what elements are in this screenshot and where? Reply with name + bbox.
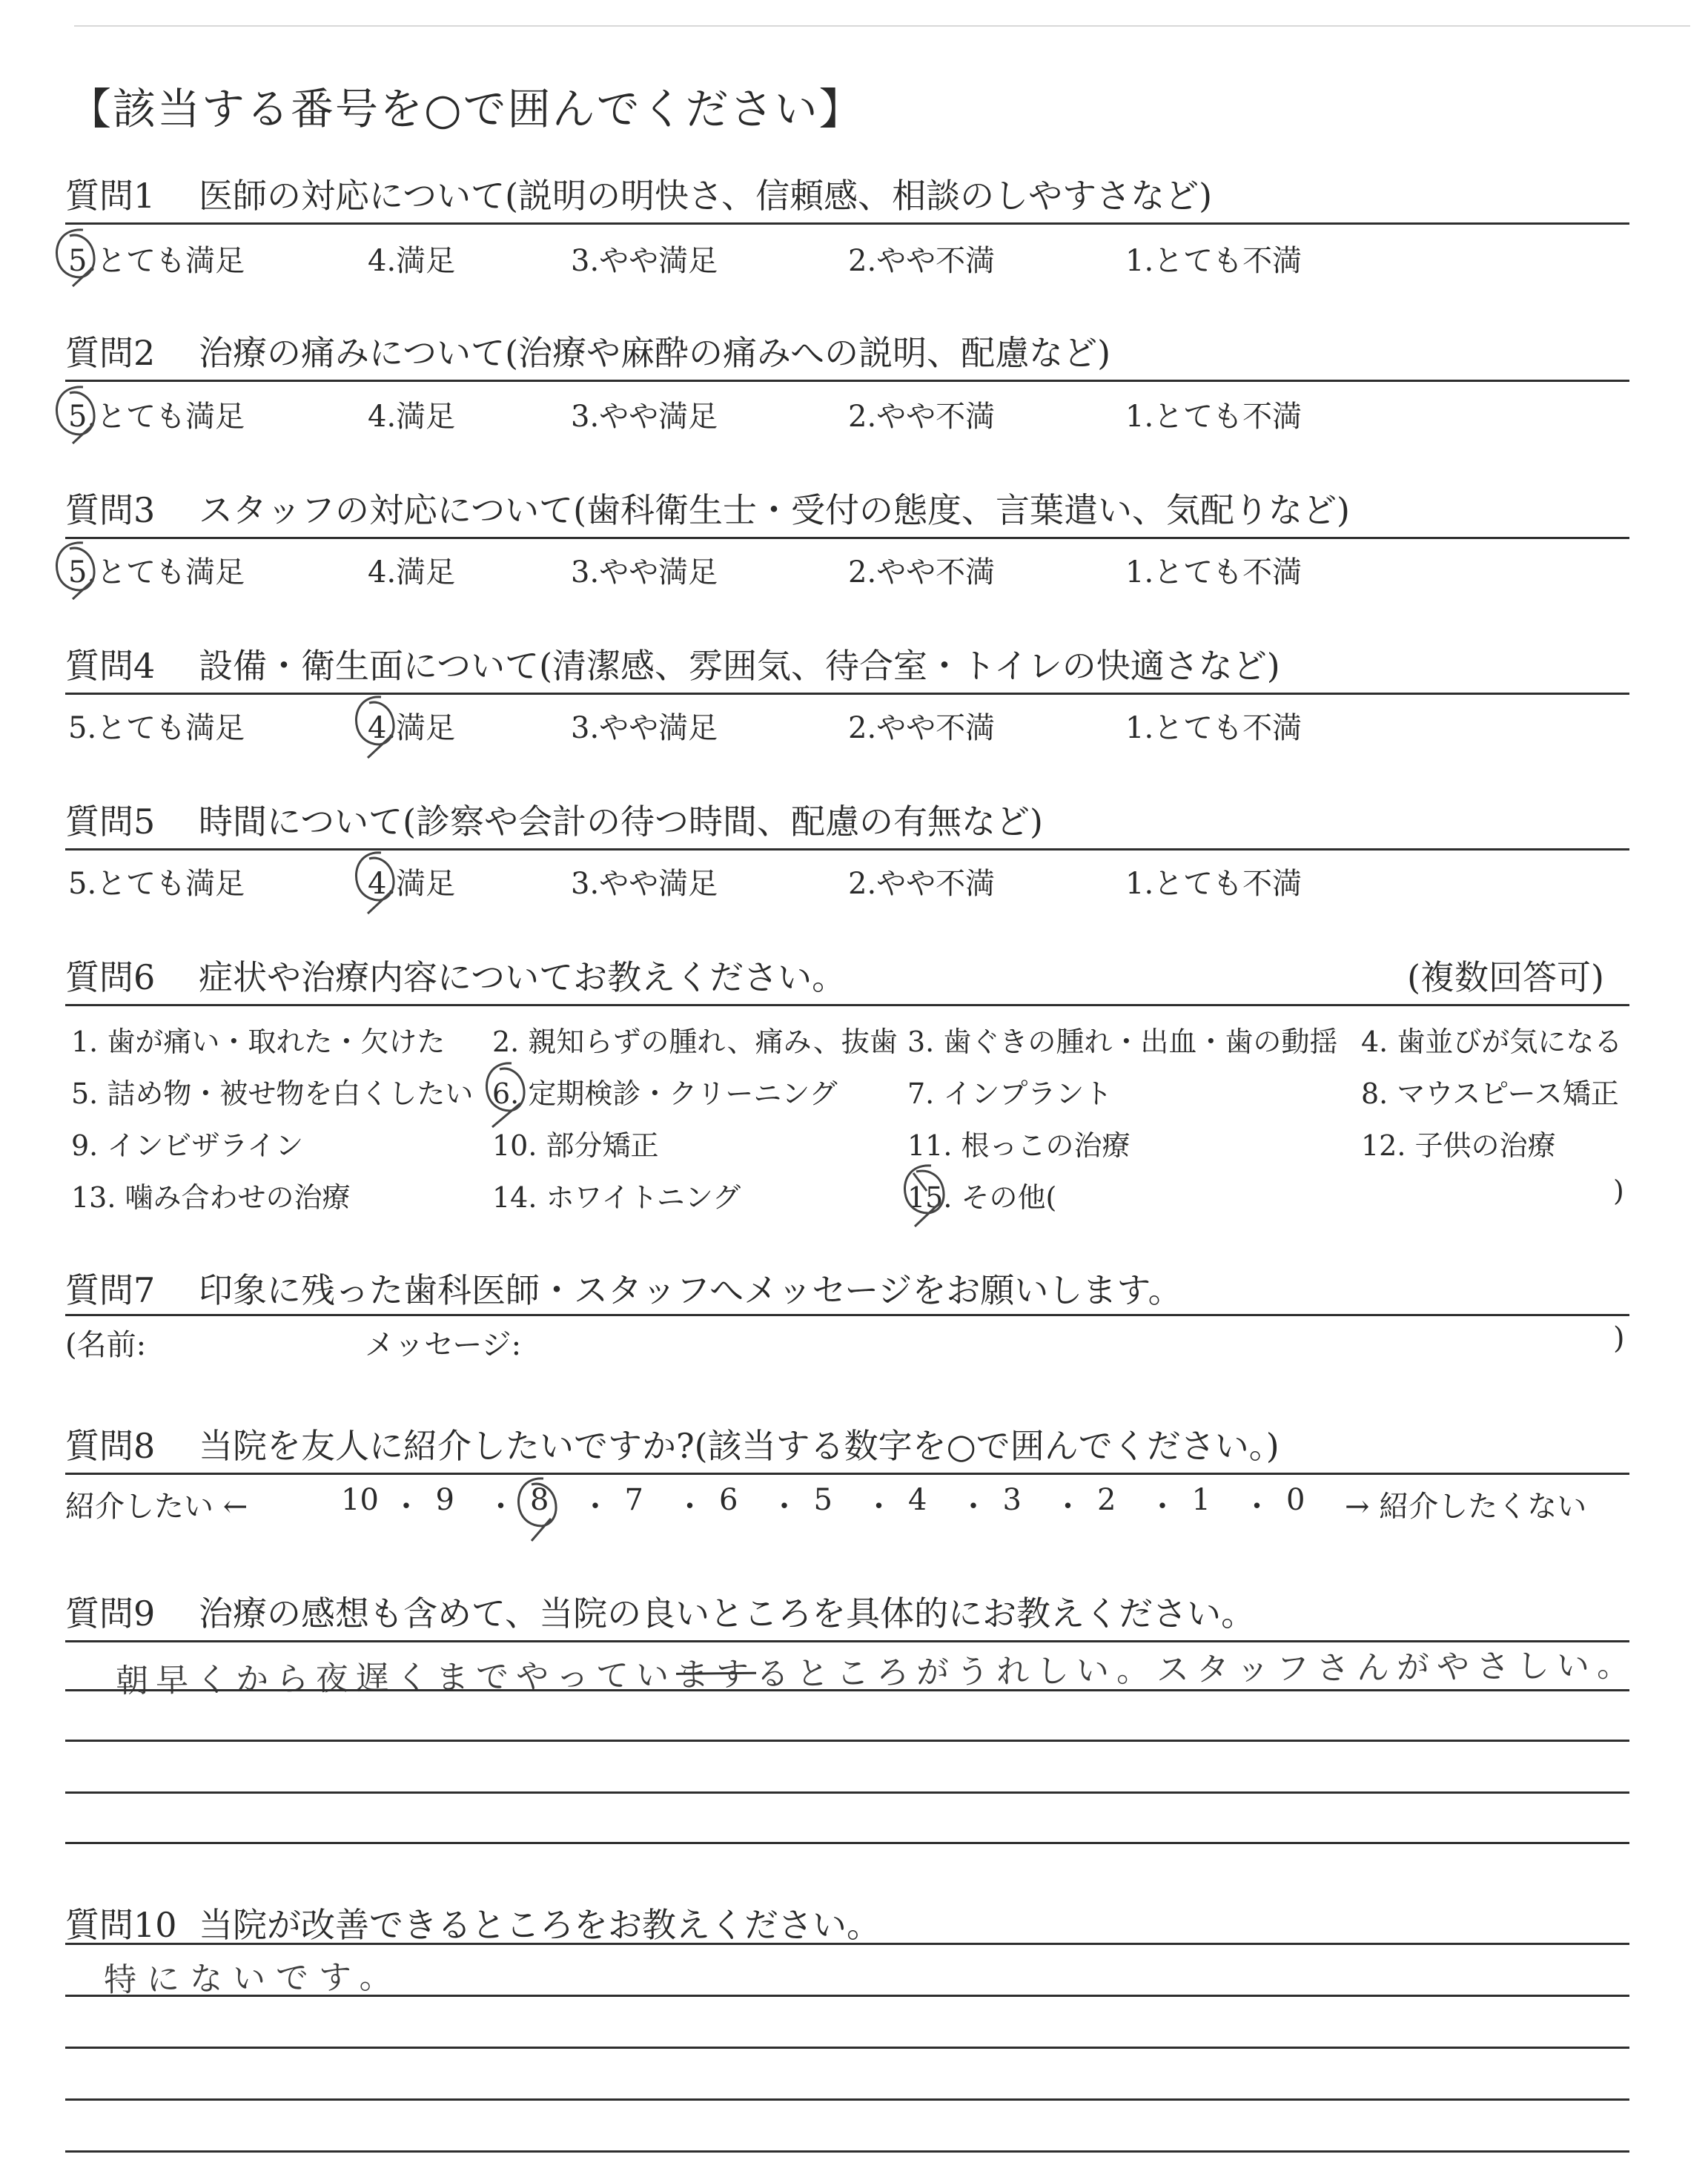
q3-option-3[interactable]: 3.やや満足 (571, 555, 718, 589)
q8-scale-7[interactable]: 7 (624, 1483, 643, 1517)
question-rule (65, 1314, 1629, 1316)
question-rule (65, 222, 1629, 225)
q1-option-2[interactable]: 2.やや不満 (848, 244, 996, 278)
q6-option-13[interactable]: 13. 噛み合わせの治療 (71, 1181, 351, 1214)
q5-option-2[interactable]: 2.やや不満 (848, 867, 996, 901)
q9-handwritten-answer[interactable] (116, 1638, 1638, 1701)
q8-scale-6[interactable]: 6 (719, 1483, 738, 1517)
question-10-title (65, 1898, 881, 1947)
q5-option-1[interactable]: 1.とても不満 (1125, 867, 1302, 901)
q4-option-4[interactable]: 4.満足 (368, 711, 456, 745)
q8-separator: ・ (1148, 1490, 1177, 1524)
question-number: 質問7 (65, 1270, 156, 1310)
q5-option-4[interactable]: 4.満足 (368, 867, 456, 901)
question-8-title (65, 1419, 1280, 1468)
question-text: 治療の痛みについて(治療や麻酔の痛みへの説明、配慮など) (199, 333, 1111, 373)
q3-option-4[interactable]: 4.満足 (368, 555, 456, 589)
answer-text: るところがうれしい。スタッフさんがやさしい。 (755, 1646, 1638, 1694)
question-4-title (65, 639, 1280, 688)
question-1-title (65, 169, 1212, 218)
q6-other-close-paren: ) (1613, 1175, 1624, 1207)
question-text: 時間について(診察や会計の待つ時間、配慮の有無など) (199, 802, 1043, 842)
question-6-title (65, 951, 846, 1000)
question-number: 質問1 (65, 176, 156, 216)
page-heading: 【該当する番号を○で囲んでください】 (68, 84, 864, 134)
q7-name-label: (名前: (65, 1328, 147, 1362)
answer-line (65, 1943, 1629, 1945)
q10-handwritten-answer[interactable]: 特にないです。 (103, 1958, 403, 2000)
q8-scale-3[interactable]: 3 (1002, 1483, 1022, 1517)
answer-text: 朝早くから夜遅くまでやってい (115, 1656, 677, 1700)
q8-scale-4[interactable]: 4 (908, 1483, 927, 1517)
q8-left-label: 紹介したい ← (65, 1490, 248, 1524)
q8-scale-2[interactable]: 2 (1097, 1483, 1116, 1517)
question-text: 印象に残った歯科医師・スタッフへメッセージをお願いします。 (199, 1270, 1182, 1310)
answer-line (65, 1995, 1629, 1997)
q8-separator: ・ (391, 1490, 421, 1524)
struck-out-text: ます (675, 1655, 757, 1694)
q6-option-6[interactable]: 6. 定期検診・クリーニング (492, 1077, 838, 1110)
question-rule (65, 380, 1629, 382)
q2-option-3[interactable]: 3.やや満足 (571, 400, 718, 434)
q6-option-5[interactable]: 5. 詰め物・被せ物を白くしたい (71, 1077, 474, 1110)
q2-option-2[interactable]: 2.やや不満 (848, 400, 996, 434)
q8-scale-5[interactable]: 5 (813, 1483, 833, 1517)
q8-scale-0[interactable]: 0 (1286, 1483, 1305, 1517)
q8-scale-8[interactable]: 8 (530, 1483, 549, 1517)
q6-option-11[interactable]: 11. 根っこの治療 (907, 1129, 1131, 1162)
question-2-title (65, 326, 1110, 375)
question-number: 質問10 (65, 1905, 177, 1945)
q8-scale-9[interactable]: 9 (435, 1483, 454, 1517)
question-text: スタッフの対応について(歯科衛生士・受付の態度、言葉遣い、気配りなど) (199, 490, 1350, 530)
question-7-title (65, 1264, 1182, 1312)
q3-option-2[interactable]: 2.やや不満 (848, 555, 996, 589)
q4-option-1[interactable]: 1.とても不満 (1125, 711, 1302, 745)
question-rule (65, 537, 1629, 539)
question-text: 当院を友人に紹介したいですか?(該当する数字を○で囲んでください。) (199, 1426, 1280, 1466)
q8-separator: ・ (1053, 1490, 1083, 1524)
q8-separator: ・ (580, 1490, 610, 1524)
question-number: 質問9 (65, 1593, 156, 1634)
q6-option-12[interactable]: 12. 子供の治療 (1361, 1129, 1556, 1162)
q4-option-3[interactable]: 3.やや満足 (571, 711, 718, 745)
q5-option-3[interactable]: 3.やや満足 (571, 867, 718, 901)
q5-option-5[interactable]: 5.とても満足 (68, 867, 245, 901)
q1-option-1[interactable]: 1.とても不満 (1125, 244, 1302, 278)
question-number: 質問8 (65, 1426, 156, 1466)
question-3-title (65, 483, 1350, 532)
q8-separator: ・ (1242, 1490, 1272, 1524)
q6-option-9[interactable]: 9. インビザライン (71, 1129, 304, 1162)
question-number: 質問4 (65, 646, 156, 686)
question-number: 質問2 (65, 333, 156, 373)
question-number: 質問6 (65, 957, 156, 997)
answer-line (65, 1740, 1629, 1742)
answer-line (65, 2098, 1629, 2101)
question-text: 当院が改善できるところをお教えください。 (199, 1905, 881, 1945)
answer-line (65, 1842, 1629, 1844)
q6-option-10[interactable]: 10. 部分矯正 (492, 1129, 659, 1162)
q6-option-3[interactable]: 3. 歯ぐきの腫れ・出血・歯の動揺 (907, 1025, 1338, 1058)
q3-option-5[interactable]: 5.とても満足 (68, 555, 245, 589)
q7-close-paren: ) (1613, 1321, 1625, 1355)
q6-option-1[interactable]: 1. 歯が痛い・取れた・欠けた (71, 1025, 446, 1058)
question-text: 設備・衛生面について(清潔感、雰囲気、待合室・トイレの快適さなど) (199, 646, 1280, 686)
q2-option-1[interactable]: 1.とても不満 (1125, 400, 1302, 434)
q1-option-4[interactable]: 4.満足 (368, 244, 456, 278)
multiple-answer-note: (複数回答可) (1407, 957, 1604, 997)
top-border (74, 25, 1690, 27)
q1-option-3[interactable]: 3.やや満足 (571, 244, 718, 278)
q6-option-8[interactable]: 8. マウスピース矯正 (1361, 1077, 1619, 1110)
q3-option-1[interactable]: 1.とても不満 (1125, 555, 1302, 589)
question-rule (65, 848, 1629, 851)
answer-line (65, 1791, 1629, 1794)
q2-option-5[interactable]: 5.とても満足 (68, 400, 245, 434)
q1-option-5[interactable]: 5.とても満足 (68, 244, 245, 278)
q8-separator: ・ (675, 1490, 705, 1524)
answer-line (65, 2150, 1629, 2153)
q8-separator: ・ (864, 1490, 894, 1524)
question-text: 治療の感想も含めて、当院の良いところを具体的にお教えください。 (199, 1593, 1256, 1634)
answer-line (65, 1689, 1629, 1691)
question-text: 症状や治療内容についてお教えください。 (199, 957, 847, 997)
q8-scale-1[interactable]: 1 (1191, 1483, 1211, 1517)
q6-option-14[interactable]: 14. ホワイトニング (492, 1181, 741, 1214)
q4-option-5[interactable]: 5.とても満足 (68, 711, 245, 745)
question-5-title (65, 795, 1043, 844)
q6-option-2[interactable]: 2. 親知らずの腫れ、痛み、抜歯 (492, 1025, 898, 1058)
q6-option-15[interactable]: 15. その他( (907, 1181, 1057, 1214)
q2-option-4[interactable]: 4.満足 (368, 400, 456, 434)
question-number: 質問3 (65, 490, 156, 530)
q8-separator: ・ (959, 1490, 988, 1524)
q7-message-label: メッセージ: (365, 1328, 522, 1362)
question-rule (65, 1473, 1629, 1475)
question-rule (65, 1004, 1629, 1006)
question-rule (65, 693, 1629, 695)
q8-right-label: → 紹介したくない (1345, 1490, 1587, 1524)
q6-option-7[interactable]: 7. インプラント (907, 1077, 1113, 1110)
q8-separator: ・ (769, 1490, 799, 1524)
question-text: 医師の対応について(説明の明快さ、信頼感、相談のしやすさなど) (199, 176, 1213, 216)
question-9-title (65, 1587, 1255, 1636)
q4-option-2[interactable]: 2.やや不満 (848, 711, 996, 745)
q8-separator: ・ (486, 1490, 516, 1524)
q8-scale-10[interactable]: 10 (341, 1483, 379, 1517)
answer-line (65, 2047, 1629, 2049)
q6-option-4[interactable]: 4. 歯並びが気になる (1361, 1025, 1623, 1058)
question-number: 質問5 (65, 802, 156, 842)
